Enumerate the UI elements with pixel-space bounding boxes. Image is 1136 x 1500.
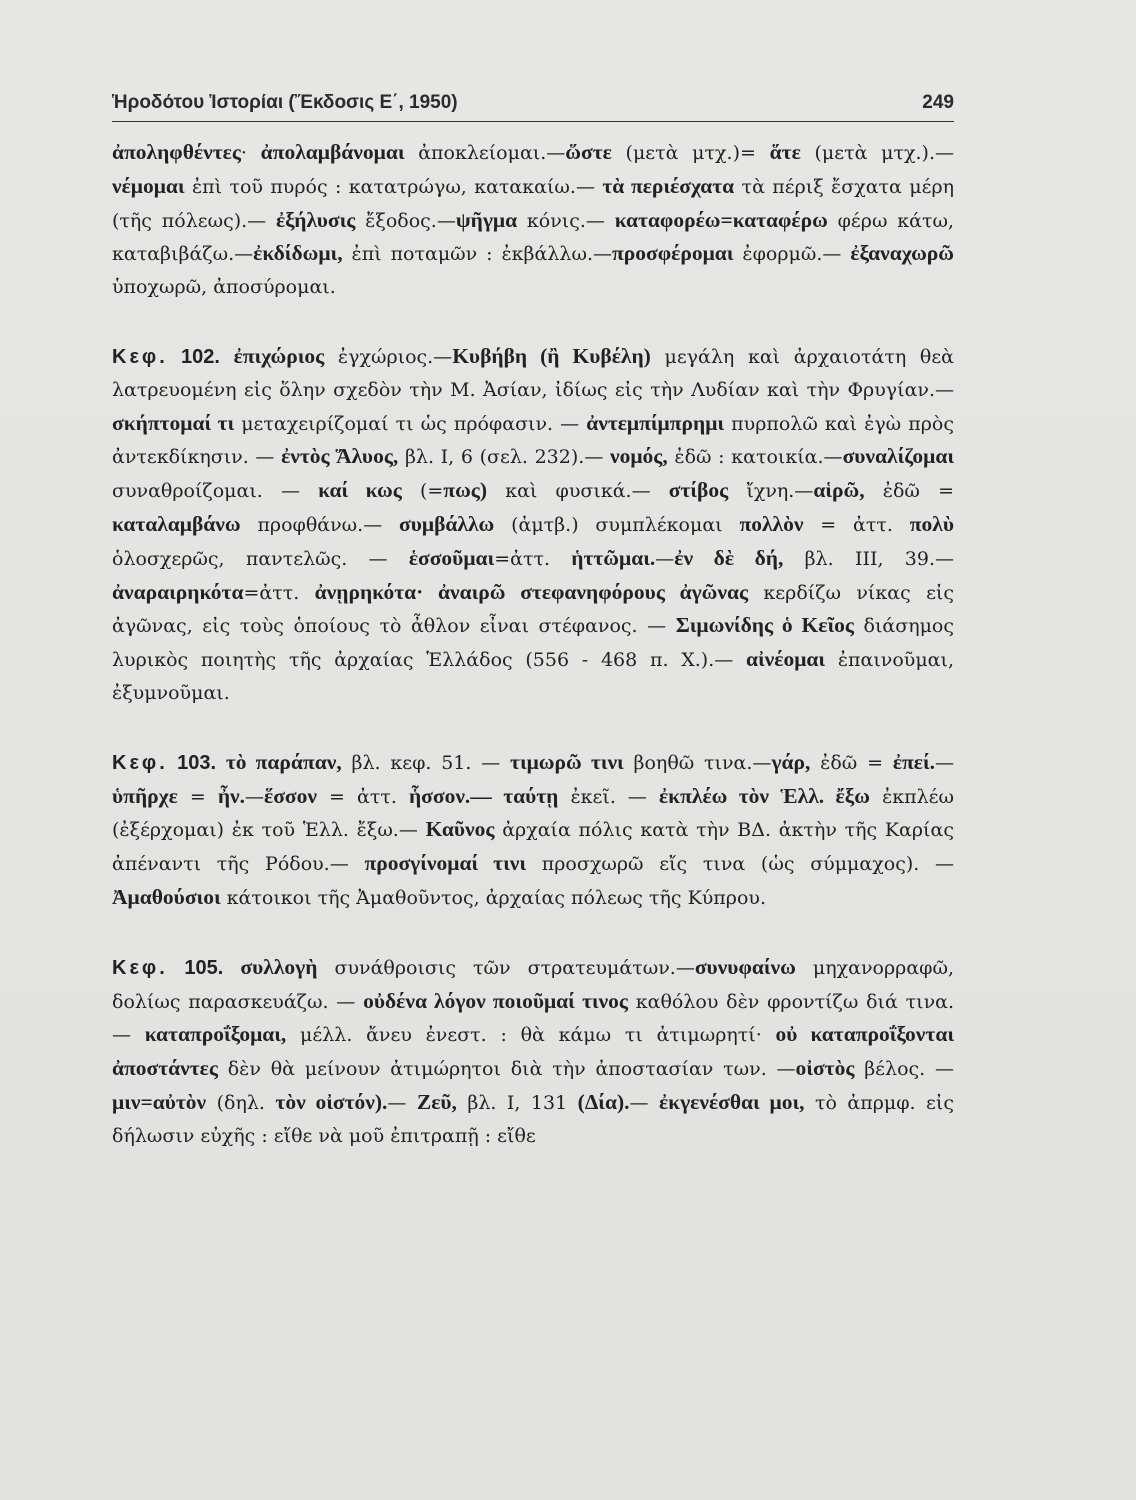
lemma-term: ἐξαναχωρῶ — [850, 241, 955, 266]
lemma-term: καταλαμβάνω — [112, 511, 241, 536]
lemma-term: οὐδένα λόγον ποιοῦμαί τινος — [363, 988, 628, 1013]
gloss-text: τὰ πέριξ ἔσχατα μέρη (τῆς πόλεως).— — [112, 175, 955, 232]
gloss-text: φέρω κάτω, καταβιβάζω.— — [112, 209, 955, 266]
lemma-term: ἀποληφθέντες — [112, 140, 241, 164]
gloss-text: βέλος. — — [854, 1058, 954, 1081]
gloss-text: κόνις.— — [517, 209, 615, 232]
lemma-term: συναλίζομαι — [842, 444, 954, 469]
chapter-label: Κεφ. — [112, 345, 168, 368]
lemma-term: Ζεῦ, — [416, 1089, 457, 1114]
gloss-text: (δηλ. — [206, 1091, 276, 1114]
page-body — [112, 136, 954, 1153]
lemma-term: συμβάλλω — [399, 511, 495, 536]
gloss-text: — — [629, 1091, 659, 1114]
gloss-text: (ἀμτβ.) συμπλέκομαι — [494, 513, 740, 536]
gloss-text: ἀποκλείομαι.— — [404, 142, 566, 164]
gloss-text: ἐκεῖ. — — [558, 785, 659, 808]
lemma-term: ἐν δὲ δή, — [674, 545, 784, 570]
lemma-term: μιν=αὐτὸν — [112, 1089, 207, 1114]
gloss-text: μεγάλη καὶ ἀρχαιοτάτη θεὰ λατρευομένη εἰς ὅλην σχεδὸν τὴν Μ. Ἀσίαν, ἰδίως εἰς τὴν Λυδίαν καὶ τὴν Φρυγίαν.— — [112, 345, 954, 401]
lemma-term: πολλὸν — [739, 511, 804, 536]
gloss-text — [223, 957, 240, 979]
gloss-text: συνάθροισις τῶν στρατευμάτων.— — [317, 956, 695, 979]
gloss-text: = ἀττ. — [316, 785, 409, 808]
gloss-text: =ἀττ. — [494, 547, 572, 570]
gloss-text: συναθροίζομαι. — — [112, 480, 319, 503]
lemma-term: Κυβήβη (ἢ Κυβέλη) — [452, 343, 651, 368]
lemma-term: ἦν. — [217, 783, 246, 808]
lemma-term: ἑσσοῦμαι — [408, 545, 495, 570]
gloss-text: προσχωρῶ εἴς τινα (ὡς σύμμαχος). — — [526, 853, 955, 876]
lemma-term: καταφορέω=καταφέρω — [614, 207, 828, 232]
gloss-text: (μετὰ μτχ.).— — [800, 142, 955, 164]
gloss-text: βλ. ΙΙΙ, 39.— — [783, 547, 954, 570]
gloss-text: — — [935, 751, 955, 774]
gloss-text: ἴχνη.— — [728, 480, 814, 503]
gloss-text: = — [177, 785, 218, 808]
lemma-term: τὸ παράπαν, — [225, 749, 342, 774]
gloss-text: μέλλ. ἄνευ ἐνεστ. : θὰ κάμω τι ἀτιμωρητί· — [286, 1024, 776, 1047]
gloss-text: πυρπολῶ καὶ ἐγὼ πρὸς ἀντεκδίκησιν. — — [112, 412, 954, 469]
gloss-text: ἐδῶ = — [864, 480, 954, 503]
lemma-term: οἰστὸς — [795, 1056, 855, 1081]
lemma-term: ἡττῶμαι. — [571, 545, 656, 570]
lemma-term: ἐκδίδωμι, — [253, 241, 343, 266]
lemma-term: αἱρῶ, — [813, 478, 865, 503]
lemma-term: συνυφαίνω — [694, 954, 796, 979]
gloss-text: = ἀττ. — [803, 513, 910, 536]
gloss-text: ἐφορμῶ.— — [733, 243, 851, 266]
gloss-text: μηχανορραφῶ, δολίως παρασκευάζω. — — [112, 956, 955, 1013]
gloss-text: — — [245, 785, 265, 808]
chapter-number: 103. — [167, 751, 217, 774]
lemma-term: ἕσσον — [264, 783, 317, 808]
lemma-term: στίβος — [668, 478, 729, 503]
page-number: 249 — [922, 92, 954, 113]
lemma-term: ἀπολαμβάνομαι — [260, 140, 405, 164]
lemma-term: ἐπιχώριος — [233, 343, 325, 368]
paragraph-continuation — [112, 136, 954, 304]
lemma-term: προσφέρομαι — [612, 241, 734, 266]
lemma-term: ἅτε — [769, 140, 801, 164]
gloss-text: ἐδῶ : κατοικία.— — [667, 446, 843, 469]
lemma-term: νομός, — [609, 444, 668, 469]
chapter-number: 105. — [167, 956, 224, 979]
gloss-text: ἐπὶ τοῦ πυρός : κατατρώγω, κατακαίω.— — [184, 175, 603, 198]
gloss-text: κερδίζω νίκας εἰς ἀγῶνας, εἰς τοὺς ὁποίους τὸ ἆθλον εἶναι στέφανος. — — [112, 581, 955, 638]
running-head-title: Ἡροδότου Ἱστορίαι (Ἔκδοσις Ε΄, 1950) — [112, 92, 458, 113]
gloss-text: διάσημος λυρικὸς ποιητὴς τῆς ἀρχαίας Ἑλλάδος (556 - 468 π. Χ.).— — [112, 615, 955, 672]
lemma-term: καί κως — [318, 478, 402, 503]
chapter-label: Κεφ. — [112, 956, 168, 979]
lemma-term: ἐντὸς Ἅλυος, — [281, 444, 399, 469]
gloss-text: προφθάνω.— — [240, 513, 400, 536]
lemma-term: γάρ, — [771, 749, 811, 774]
gloss-text: μεταχειρίζομαί τι ὡς πρόφασιν. — — [234, 412, 587, 435]
lemma-term: ψῆγμα — [455, 207, 518, 232]
running-head — [112, 92, 954, 114]
gloss-text: βλ. κεφ. 51. — — [341, 751, 511, 774]
lemma-term: αἰνέομαι — [746, 647, 826, 672]
lemma-term: ὥστε — [565, 140, 612, 164]
lemma-term: ἐκπλέω τὸν Ἑλλ. ἔξω — [658, 783, 871, 808]
gloss-text: ὑποχωρῶ, ἀποσύρομαι. — [112, 276, 336, 299]
lemma-term: ἀντεμπίμπρημι — [586, 410, 725, 435]
lemma-term: πως) — [443, 478, 488, 503]
gloss-text: βοηθῶ τινα.— — [623, 751, 772, 774]
gloss-text: — — [387, 1091, 417, 1114]
gloss-text: καὶ φυσικά.— — [487, 480, 669, 503]
gloss-text: βλ. Ι, 131 — [456, 1091, 578, 1114]
lemma-term: τιμωρῶ τινι — [510, 749, 624, 774]
gloss-text: ἐπαινοῦμαι, ἐξυμνοῦμαι. — [112, 649, 954, 704]
gloss-text: ἐπὶ ποταμῶν : ἐκβάλλω.— — [342, 243, 612, 266]
lemma-term: τὰ περιέσχατα — [602, 173, 735, 198]
gloss-text: ἔξοδος.— — [355, 209, 456, 232]
paragraph-kef-105 — [112, 951, 954, 1153]
lemma-term: ἐκγενέσθαι μοι, — [658, 1089, 805, 1114]
gloss-text: κάτοικοι τῆς Ἀμαθοῦντος, ἀρχαίας πόλεως τῆς Κύπρου. — [220, 886, 766, 909]
gloss-text: (= — [401, 480, 444, 503]
gloss-text — [216, 752, 226, 774]
gloss-text: =ἀττ. — [243, 581, 315, 604]
lemma-term: ἐξήλυσις — [275, 207, 356, 232]
chapter-number: 102. — [167, 345, 220, 368]
lemma-term: σκήπτομαί τι — [112, 410, 235, 435]
gloss-text: ὁλοσχερῶς, παντελῶς. — — [112, 547, 409, 570]
lemma-term: Ἀμαθούσιοι — [112, 884, 221, 909]
lemma-term: Σιμωνίδης ὁ Κεῖος — [675, 613, 854, 638]
gloss-text: · — [240, 142, 261, 164]
gloss-text: δὲν θὰ μείνουν ἀτιμώρητοι διὰ τὴν ἀποστασίαν των. — — [217, 1058, 796, 1081]
lemma-term: τὸν οἰστόν). — [275, 1089, 388, 1114]
gloss-text: ἐδῶ = — [810, 751, 893, 774]
gloss-text: (μετὰ μτχ.)= — [611, 142, 770, 164]
gloss-text — [220, 346, 234, 368]
lemma-term: προσγίνομαί τινι — [364, 851, 527, 876]
gloss-text: ἐκπλέω (ἐξέρχομαι) ἐκ τοῦ Ἑλλ. ἔξω.— — [112, 785, 955, 842]
lemma-term: ἐπεί. — [892, 749, 936, 774]
lemma-term: ὑπῆρχε — [112, 783, 178, 808]
gloss-text: ἀρχαία πόλις κατὰ τὴν ΒΔ. ἀκτὴν τῆς Καρίας ἀπέναντι τῆς Ρόδου.— — [112, 819, 954, 876]
lemma-term: ἀνῃρηκότα· ἀναιρῶ στεφανηφόρους ἀγῶνας — [314, 579, 749, 604]
lemma-term: οὐ καταπροΐξονται ἀποστάντες — [112, 1022, 954, 1081]
gloss-text: — — [655, 547, 675, 570]
lemma-term: ἀναραιρηκότα — [112, 579, 244, 604]
gloss-text: καθόλου δὲν φροντίζω διά τινα. — — [112, 990, 955, 1047]
lemma-term: καταπροΐξομαι, — [144, 1022, 287, 1047]
lemma-term: Καῦνος — [425, 817, 495, 842]
paragraph-kef-102 — [112, 340, 954, 710]
lemma-term: (Δία). — [577, 1089, 630, 1114]
chapter-label: Κεφ. — [112, 751, 168, 774]
lemma-term: συλλογὴ — [240, 954, 318, 979]
header-rule — [112, 121, 954, 122]
paragraph-kef-103 — [112, 746, 954, 915]
lemma-term: νέμομαι — [112, 173, 185, 198]
lemma-term: ἧσσον.— ταύτῃ — [408, 783, 559, 808]
gloss-text: ἐγχώριος.— — [324, 345, 453, 368]
gloss-text: βλ. Ι, 6 (σελ. 232).— — [398, 446, 610, 469]
lemma-term: πολὺ — [909, 511, 954, 536]
gloss-text: τὸ ἀπρμφ. εἰς δήλωσιν εὐχῆς : εἴθε νὰ μοῦ ἐπιτραπῇ : εἴθε — [112, 1091, 954, 1147]
